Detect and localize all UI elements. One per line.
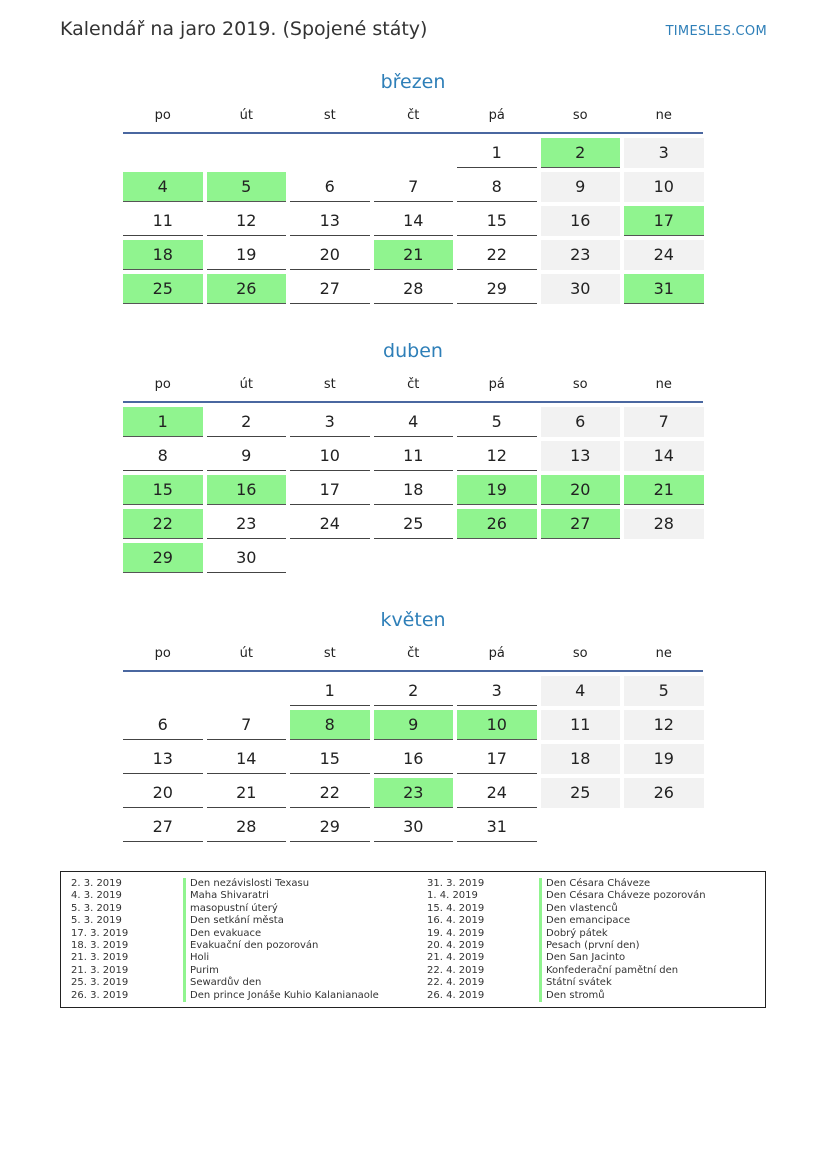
day-cell: 29: [457, 274, 537, 304]
legend-holiday-name: Purim: [183, 965, 219, 977]
day-grid: [123, 676, 703, 842]
legend-row: [61, 990, 379, 1002]
month-march: [123, 68, 703, 304]
day-cell: 30: [541, 274, 621, 304]
weekday-label: st: [323, 108, 336, 123]
legend-holiday-name: Den Césara Cháveze pozorován: [539, 890, 706, 902]
day-cell: 19: [624, 744, 704, 774]
month-name: květen: [380, 609, 446, 631]
day-cell: 6: [541, 407, 621, 437]
day-cell: 9: [207, 441, 287, 471]
holiday-day-cell: 9: [374, 710, 454, 740]
legend-date: 26. 4. 2019: [427, 989, 485, 1001]
legend-holiday-name: Den nezávislosti Texasu: [183, 878, 309, 890]
weekday-label: ne: [655, 646, 672, 661]
legend-holiday-name: Den prince Jonáše Kuhio Kalanianaole: [183, 990, 379, 1002]
holiday-day-cell: 1: [123, 407, 203, 437]
legend-date: 21. 3. 2019: [71, 964, 129, 976]
legend-date: 17. 3. 2019: [71, 927, 129, 939]
legend-row: [417, 878, 706, 890]
legend-row: [417, 915, 706, 927]
legend-row: [417, 890, 706, 902]
day-cell: 8: [123, 441, 203, 471]
day-cell: 30: [207, 543, 287, 573]
weekday-label: pá: [488, 377, 505, 392]
day-cell: 25: [374, 509, 454, 539]
day-cell: 18: [374, 475, 454, 505]
legend-holiday-name: Den evakuace: [183, 928, 261, 940]
day-cell: 21: [207, 778, 287, 808]
day-cell: 4: [374, 407, 454, 437]
empty-cell: [374, 138, 454, 168]
day-grid: [123, 407, 703, 573]
weekday-label: po: [154, 646, 171, 661]
month-name: březen: [380, 71, 446, 93]
weekday-label: čt: [407, 646, 420, 661]
holiday-day-cell: 4: [123, 172, 203, 202]
holiday-day-cell: 10: [457, 710, 537, 740]
legend-holiday-name: Holi: [183, 952, 209, 964]
day-cell: 30: [374, 812, 454, 842]
day-cell: 12: [624, 710, 704, 740]
legend-holiday-name: Sewardův den: [183, 977, 261, 989]
day-cell: 19: [207, 240, 287, 270]
day-cell: 23: [541, 240, 621, 270]
day-cell: 18: [541, 744, 621, 774]
day-cell: 20: [123, 778, 203, 808]
day-cell: 24: [457, 778, 537, 808]
weekday-label: čt: [407, 108, 420, 123]
legend-row: [417, 952, 706, 964]
weekday-label: st: [323, 646, 336, 661]
weekday-label: pá: [488, 646, 505, 661]
legend-holiday-name: masopustní úterý: [183, 903, 278, 915]
legend-column-right: [417, 878, 706, 1002]
day-cell: 27: [290, 274, 370, 304]
day-cell: 28: [624, 509, 704, 539]
empty-cell: [207, 676, 287, 706]
legend-row: [61, 940, 379, 952]
legend-date: 22. 4. 2019: [427, 964, 485, 976]
day-cell: 5: [457, 407, 537, 437]
holiday-day-cell: 26: [457, 509, 537, 539]
day-cell: 6: [123, 710, 203, 740]
day-cell: 2: [207, 407, 287, 437]
day-cell: 3: [624, 138, 704, 168]
empty-cell: [207, 138, 287, 168]
legend-row: [61, 878, 379, 890]
legend-date: 4. 3. 2019: [71, 890, 122, 902]
legend-date: 15. 4. 2019: [427, 902, 485, 914]
legend-holiday-name: Den vlastenců: [539, 903, 618, 915]
day-cell: 15: [290, 744, 370, 774]
day-cell: 13: [123, 744, 203, 774]
day-cell: 29: [290, 812, 370, 842]
legend-date: 5. 3. 2019: [71, 902, 122, 914]
legend-holiday-name: Den stromů: [539, 990, 605, 1002]
holiday-day-cell: 27: [541, 509, 621, 539]
day-cell: 16: [541, 206, 621, 236]
day-cell: 10: [290, 441, 370, 471]
holiday-day-cell: 5: [207, 172, 287, 202]
holiday-day-cell: 19: [457, 475, 537, 505]
legend-date: 16. 4. 2019: [427, 915, 485, 927]
legend-date: 18. 3. 2019: [71, 939, 129, 951]
day-cell: 9: [541, 172, 621, 202]
holiday-day-cell: 29: [123, 543, 203, 573]
holiday-day-cell: 21: [624, 475, 704, 505]
legend-holiday-name: Konfederační pamětní den: [539, 965, 678, 977]
empty-cell: [290, 138, 370, 168]
day-cell: 28: [374, 274, 454, 304]
day-cell: 10: [624, 172, 704, 202]
day-cell: 7: [207, 710, 287, 740]
day-cell: 17: [457, 744, 537, 774]
day-cell: 14: [207, 744, 287, 774]
day-cell: 13: [541, 441, 621, 471]
weekday-header: [123, 646, 703, 668]
holiday-day-cell: 16: [207, 475, 287, 505]
day-cell: 11: [374, 441, 454, 471]
legend-date: 5. 3. 2019: [71, 915, 122, 927]
holiday-day-cell: 18: [123, 240, 203, 270]
holiday-day-cell: 21: [374, 240, 454, 270]
day-cell: 20: [290, 240, 370, 270]
day-cell: 7: [624, 407, 704, 437]
weekday-label: út: [239, 108, 253, 123]
page-title: Kalendář na jaro 2019. (Spojené státy): [60, 18, 428, 40]
legend-holiday-name: Den setkání města: [183, 915, 284, 927]
day-cell: 16: [374, 744, 454, 774]
weekday-label: so: [572, 377, 588, 392]
legend-row: [417, 965, 706, 977]
legend-date: 19. 4. 2019: [427, 927, 485, 939]
weekday-header: [123, 377, 703, 399]
holiday-day-cell: 2: [541, 138, 621, 168]
day-grid: [123, 138, 703, 304]
day-cell: 22: [290, 778, 370, 808]
legend-date: 1. 4. 2019: [427, 890, 478, 902]
legend-row: [61, 952, 379, 964]
day-cell: 31: [457, 812, 537, 842]
header-rule: [123, 401, 703, 403]
day-cell: 1: [290, 676, 370, 706]
day-cell: 24: [290, 509, 370, 539]
day-cell: 13: [290, 206, 370, 236]
site-link[interactable]: TIMESLES.COM: [665, 24, 767, 39]
day-cell: 26: [624, 778, 704, 808]
weekday-header: [123, 108, 703, 130]
holiday-day-cell: 20: [541, 475, 621, 505]
legend-row: [61, 890, 379, 902]
legend-row: [417, 977, 706, 989]
legend-row: [61, 928, 379, 940]
day-cell: 27: [123, 812, 203, 842]
weekday-label: út: [239, 377, 253, 392]
month-april: [123, 337, 703, 573]
month-may: [123, 606, 703, 842]
legend-row: [61, 965, 379, 977]
day-cell: 11: [541, 710, 621, 740]
legend-date: 21. 3. 2019: [71, 952, 129, 964]
holiday-legend: [60, 871, 766, 1008]
day-cell: 25: [541, 778, 621, 808]
legend-column-left: [61, 878, 379, 1002]
empty-cell: [123, 138, 203, 168]
empty-cell: [123, 676, 203, 706]
legend-date: 31. 3. 2019: [427, 878, 485, 889]
day-cell: 8: [457, 172, 537, 202]
day-cell: 7: [374, 172, 454, 202]
weekday-label: út: [239, 646, 253, 661]
legend-holiday-name: Den emancipace: [539, 915, 630, 927]
holiday-day-cell: 23: [374, 778, 454, 808]
legend-holiday-name: Evakuační den pozorován: [183, 940, 318, 952]
legend-holiday-name: Pesach (první den): [539, 940, 640, 952]
holiday-day-cell: 17: [624, 206, 704, 236]
weekday-label: so: [572, 108, 588, 123]
legend-date: 26. 3. 2019: [71, 989, 129, 1001]
legend-holiday-name: Dobrý pátek: [539, 928, 608, 940]
day-cell: 23: [207, 509, 287, 539]
weekday-label: ne: [655, 108, 672, 123]
month-name: duben: [383, 340, 443, 362]
day-cell: 5: [624, 676, 704, 706]
day-cell: 24: [624, 240, 704, 270]
weekday-label: so: [572, 646, 588, 661]
day-cell: 12: [207, 206, 287, 236]
legend-row: [61, 915, 379, 927]
holiday-day-cell: 31: [624, 274, 704, 304]
legend-row: [61, 903, 379, 915]
legend-row: [417, 990, 706, 1002]
day-cell: 3: [457, 676, 537, 706]
legend-row: [417, 928, 706, 940]
holiday-day-cell: 25: [123, 274, 203, 304]
weekday-label: pá: [488, 108, 505, 123]
legend-date: 25. 3. 2019: [71, 977, 129, 989]
day-cell: 28: [207, 812, 287, 842]
weekday-label: ne: [655, 377, 672, 392]
header-rule: [123, 132, 703, 134]
day-cell: 14: [374, 206, 454, 236]
day-cell: 3: [290, 407, 370, 437]
header-rule: [123, 670, 703, 672]
legend-date: 21. 4. 2019: [427, 952, 485, 964]
day-cell: 12: [457, 441, 537, 471]
weekday-label: čt: [407, 377, 420, 392]
day-cell: 6: [290, 172, 370, 202]
legend-row: [61, 977, 379, 989]
legend-holiday-name: Den San Jacinto: [539, 952, 625, 964]
legend-holiday-name: Den Césara Cháveze: [539, 878, 650, 890]
legend-row: [417, 940, 706, 952]
holiday-day-cell: 26: [207, 274, 287, 304]
legend-date: 20. 4. 2019: [427, 939, 485, 951]
day-cell: 4: [541, 676, 621, 706]
holiday-day-cell: 15: [123, 475, 203, 505]
holiday-day-cell: 8: [290, 710, 370, 740]
day-cell: 2: [374, 676, 454, 706]
legend-date: 22. 4. 2019: [427, 977, 485, 989]
legend-holiday-name: Maha Shivaratri: [183, 890, 269, 902]
day-cell: 17: [290, 475, 370, 505]
day-cell: 11: [123, 206, 203, 236]
weekday-label: st: [323, 377, 336, 392]
day-cell: 15: [457, 206, 537, 236]
day-cell: 14: [624, 441, 704, 471]
holiday-day-cell: 22: [123, 509, 203, 539]
day-cell: 1: [457, 138, 537, 168]
legend-holiday-name: Státní svátek: [539, 977, 612, 989]
weekday-label: po: [154, 377, 171, 392]
legend-date: 2. 3. 2019: [71, 878, 122, 889]
weekday-label: po: [154, 108, 171, 123]
day-cell: 22: [457, 240, 537, 270]
legend-row: [417, 903, 706, 915]
